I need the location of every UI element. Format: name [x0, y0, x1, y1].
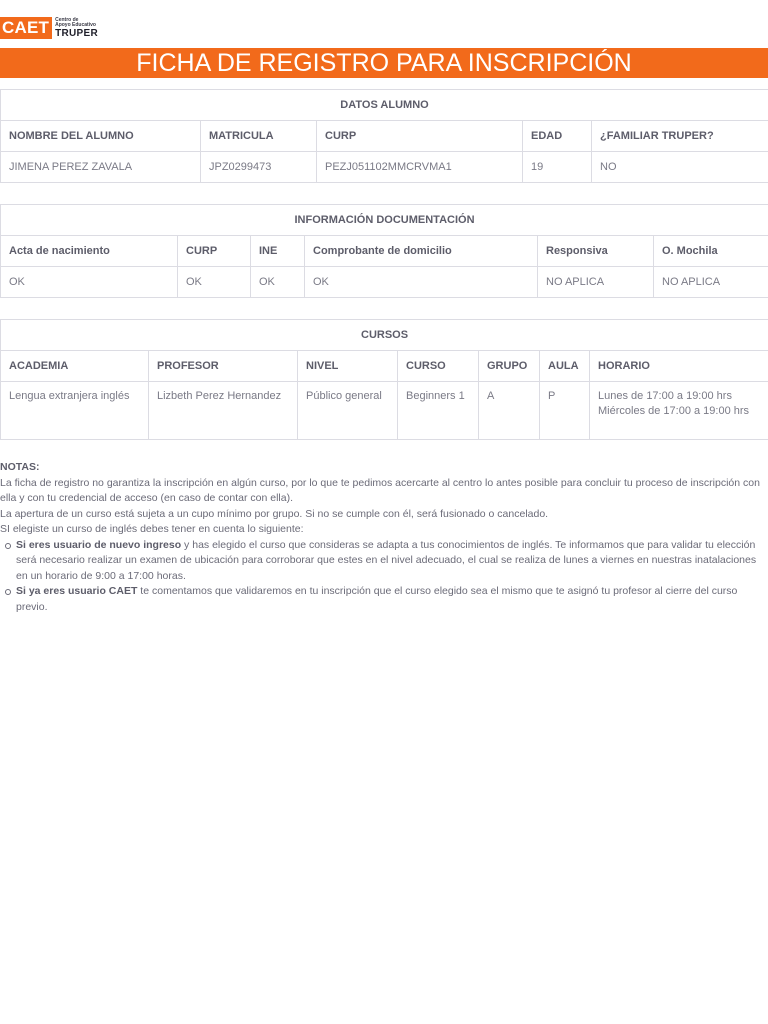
table-row: [1, 152, 768, 183]
table-header-row: [1, 236, 768, 267]
column-header: NOMBRE DEL ALUMNO: [1, 121, 201, 152]
table-header-row: [1, 351, 768, 382]
logo-brand: CAET: [0, 17, 52, 39]
bullet-text: te comentamos que validaremos en tu inscripción que el curso elegido sea el mismo que te asignó tu profesor al cierre del curso previo.: [16, 585, 738, 613]
column-header: CURSO: [398, 351, 479, 382]
section-title: INFORMACIÓN DOCUMENTACIÓN: [1, 205, 768, 236]
column-header: ACADEMIA: [1, 351, 149, 382]
column-header: NIVEL: [298, 351, 398, 382]
documentacion-table: [0, 204, 768, 298]
column-header: INE: [251, 236, 305, 267]
bullet-bold: Si ya eres usuario CAET: [16, 585, 138, 597]
column-header: PROFESOR: [149, 351, 298, 382]
column-header: EDAD: [523, 121, 592, 152]
cell-nivel: Público general: [298, 382, 398, 440]
column-header: Responsiva: [538, 236, 654, 267]
caet-logo: [0, 17, 98, 39]
horario-line: Lunes de 17:00 a 19:00 hrs: [598, 390, 732, 402]
column-header: AULA: [540, 351, 590, 382]
notes-paragraph: La apertura de un curso está sujeta a un cupo mínimo por grupo. Si no se cumple con él, será fusionado o cancelado.: [0, 507, 549, 520]
column-header: ¿FAMILIAR TRUPER?: [592, 121, 768, 152]
cell-matricula: JPZ0299473: [201, 152, 317, 183]
column-header: GRUPO: [479, 351, 540, 382]
bullet-text: y has elegido el curso que consideras se adapta a tus conocimientos de inglés. Te informamos que para validar tu elección será necesario realizar un examen de ubicación para corroborar que estes en el nivel adecuado, el cual se realiza de lunes a viernes en nuestras inatalaciones en un horario de 9:00 a 17:00 horas.: [16, 538, 757, 582]
bullet-bold: Si eres usuario de nuevo ingreso: [16, 538, 182, 551]
table-header-row: [1, 121, 768, 152]
column-header: MATRICULA: [201, 121, 317, 152]
horario-line: Miércoles de 17:00 a 19:00 hrs: [598, 405, 750, 417]
logo-subtitle-1: Centro de: [55, 16, 79, 23]
cell-profesor: Lizbeth Perez Hernandez: [149, 382, 298, 440]
notes-paragraph: SI elegiste un curso de inglés debes tener en cuenta lo siguiente:: [0, 523, 304, 535]
column-header: Acta de nacimiento: [1, 236, 178, 267]
cell-familiar: NO: [592, 152, 768, 183]
notes-title: NOTAS:: [0, 461, 40, 473]
cell-nombre: JIMENA PEREZ ZAVALA: [1, 152, 201, 183]
cell-aula: P: [540, 382, 590, 440]
notes-list: [0, 538, 768, 616]
cell-ine: OK: [251, 267, 305, 298]
logo-company: TRUPER: [55, 27, 98, 39]
cell-mochila: NO APLICA: [654, 267, 768, 298]
cell-curp: PEZJ051102MMCRVMA1: [317, 152, 523, 183]
list-item: [16, 584, 768, 615]
section-title: CURSOS: [1, 320, 768, 351]
column-header: CURP: [178, 236, 251, 267]
logo-text: [55, 18, 98, 39]
cell-grupo: A: [479, 382, 540, 440]
column-header: HORARIO: [590, 351, 768, 382]
page-title: FICHA DE REGISTRO PARA INSCRIPCIÓN: [0, 48, 768, 78]
cell-comprobante: OK: [305, 267, 538, 298]
cursos-table: [0, 319, 768, 440]
notes-section: [0, 460, 768, 615]
cell-academia: Lengua extranjera inglés: [1, 382, 149, 440]
cell-edad: 19: [523, 152, 592, 183]
list-item: [16, 538, 768, 585]
cell-responsiva: NO APLICA: [538, 267, 654, 298]
column-header: CURP: [317, 121, 523, 152]
cell-acta: OK: [1, 267, 178, 298]
table-row: [1, 382, 768, 440]
cell-curso: Beginners 1: [398, 382, 479, 440]
column-header: Comprobante de domicilio: [305, 236, 538, 267]
cell-curp: OK: [178, 267, 251, 298]
section-title: DATOS ALUMNO: [1, 90, 768, 121]
column-header: O. Mochila: [654, 236, 768, 267]
notes-paragraph: La ficha de registro no garantiza la inscripción en algún curso, por lo que te pedimos acercarte al centro lo antes posible para concluir tu proceso de inscripción con ella y con tu credencial de acceso (en caso de contar con ella).: [0, 476, 760, 504]
datos-alumno-table: [0, 89, 768, 183]
cell-horario: [590, 382, 768, 440]
logo-subtitle-2: Apoyo Educativo: [55, 21, 96, 28]
table-row: [1, 267, 768, 298]
